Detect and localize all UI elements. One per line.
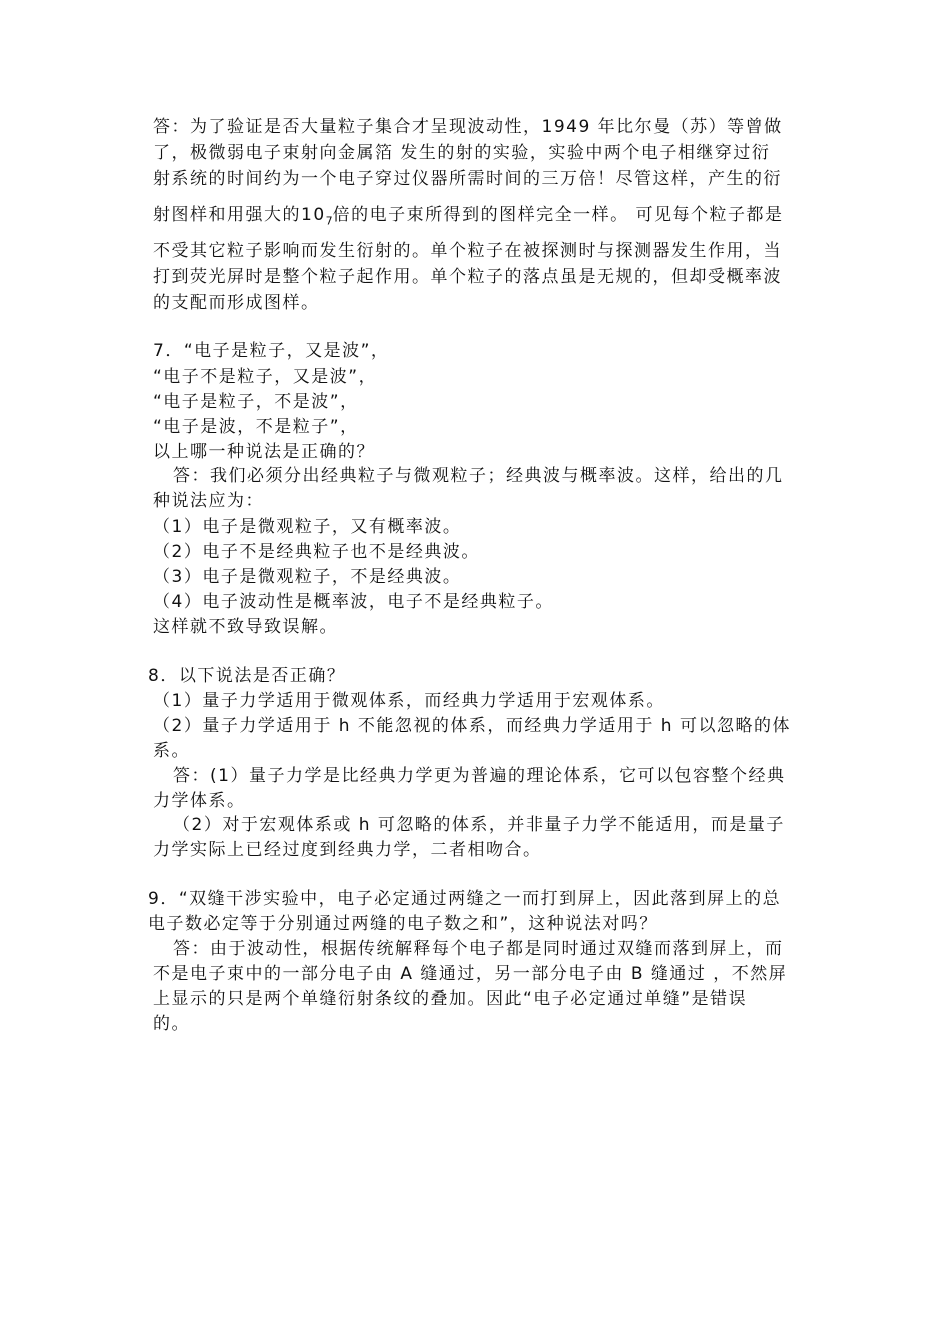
question8-item-2: （2）量子力学适用于 h 不能忽视的体系，而经典力学适用于 h 可以忽略的体 <box>153 716 791 736</box>
question8-item-2-cont: 系。 <box>153 741 190 761</box>
answer9-line-4: 的。 <box>153 1014 190 1034</box>
answer8-line-3: （2）对于宏观体系或 h 可忽略的体系，并非量子力学不能适用，而是量子 <box>173 815 785 835</box>
question9-line-2: 电子数必定等于分别通过两缝的电子数之和”，这种说法对吗？ <box>148 914 658 934</box>
answer7-item-4: （4）电子波动性是概率波，电子不是经典粒子。 <box>153 592 554 612</box>
question7-line-2: “电子不是粒子，又是波”， <box>153 367 378 387</box>
answer6-line-4 <box>153 203 784 233</box>
answer6-line-4-end: 倍的电子束所得到的图样完全一样。 可见每个粒子都是 <box>332 205 784 225</box>
answer6-line-1: 答：为了验证是否大量粒子集合才呈现波动性，1949 年比尔曼（苏）等曾做 <box>153 117 783 137</box>
answer8-line-2: 力学体系。 <box>153 791 246 811</box>
answer8-line-1: 答：(1）量子力学是比经典力学更为普遍的理论体系，它可以包容整个经典 <box>173 766 786 786</box>
answer7-item-3: （3）电子是微观粒子，不是经典波。 <box>153 567 462 587</box>
answer6-line-4-start: 射图样和用强大的10 <box>153 205 326 225</box>
answer6-line-7: 的支配而形成图样。 <box>153 293 320 313</box>
question8-item-1: （1）量子力学适用于微观体系，而经典力学适用于宏观体系。 <box>153 691 665 711</box>
question7-line-1: 7．“电子是粒子，又是波”， <box>153 341 390 361</box>
answer9-line-2: 不是电子束中的一部分电子由 A 缝通过，另一部分电子由 B 缝通过 ，不然屏 <box>153 964 788 984</box>
answer6-line-3: 射系统的时间约为一个电子穿过仪器所需时间的三万倍！尽管这样，产生的衍 <box>153 169 782 189</box>
answer6-line-2: 了，极微弱电子束射向金属箔 发生的射的实验，实验中两个电子相继穿过衍 <box>153 143 771 163</box>
question7-line-5: 以上哪一种说法是正确的？ <box>153 442 375 462</box>
answer9-line-3: 上显示的只是两个单缝衍射条纹的叠加。因此“电子必定通过单缝”是错误 <box>153 989 748 1009</box>
question9-line-1: 9．“双缝干涉实验中，电子必定通过两缝之一而打到屏上，因此落到屏上的总 <box>148 889 782 909</box>
answer7-line-1: 答：我们必须分出经典粒子与微观粒子；经典波与概率波。这样，给出的几 <box>173 466 784 486</box>
question7-line-4: “电子是波，不是粒子”， <box>153 417 359 437</box>
answer7-item-2: （2）电子不是经典粒子也不是经典波。 <box>153 542 480 562</box>
answer9-line-1: 答：由于波动性，根据传统解释每个电子都是同时通过双缝而落到屏上，而 <box>173 939 784 959</box>
answer6-line-6: 打到荧光屏时是整个粒子起作用。单个粒子的落点虽是无规的，但却受概率波 <box>153 267 782 287</box>
question8-line-1: 8．以下说法是否正确？ <box>148 666 346 686</box>
answer6-line-5: 不受其它粒子影响而发生衍射的。单个粒子在被探测时与探测器发生作用，当 <box>153 241 782 261</box>
exponent-7: 7 <box>325 214 333 228</box>
answer7-item-1: （1）电子是微观粒子，又有概率波。 <box>153 517 462 537</box>
answer7-line-2: 种说法应为： <box>153 491 264 511</box>
answer8-line-4: 力学实际上已经过度到经典力学，二者相吻合。 <box>153 840 542 860</box>
answer7-conclusion: 这样就不致导致误解。 <box>153 617 338 637</box>
question7-line-3: “电子是粒子，不是波”， <box>153 392 359 412</box>
